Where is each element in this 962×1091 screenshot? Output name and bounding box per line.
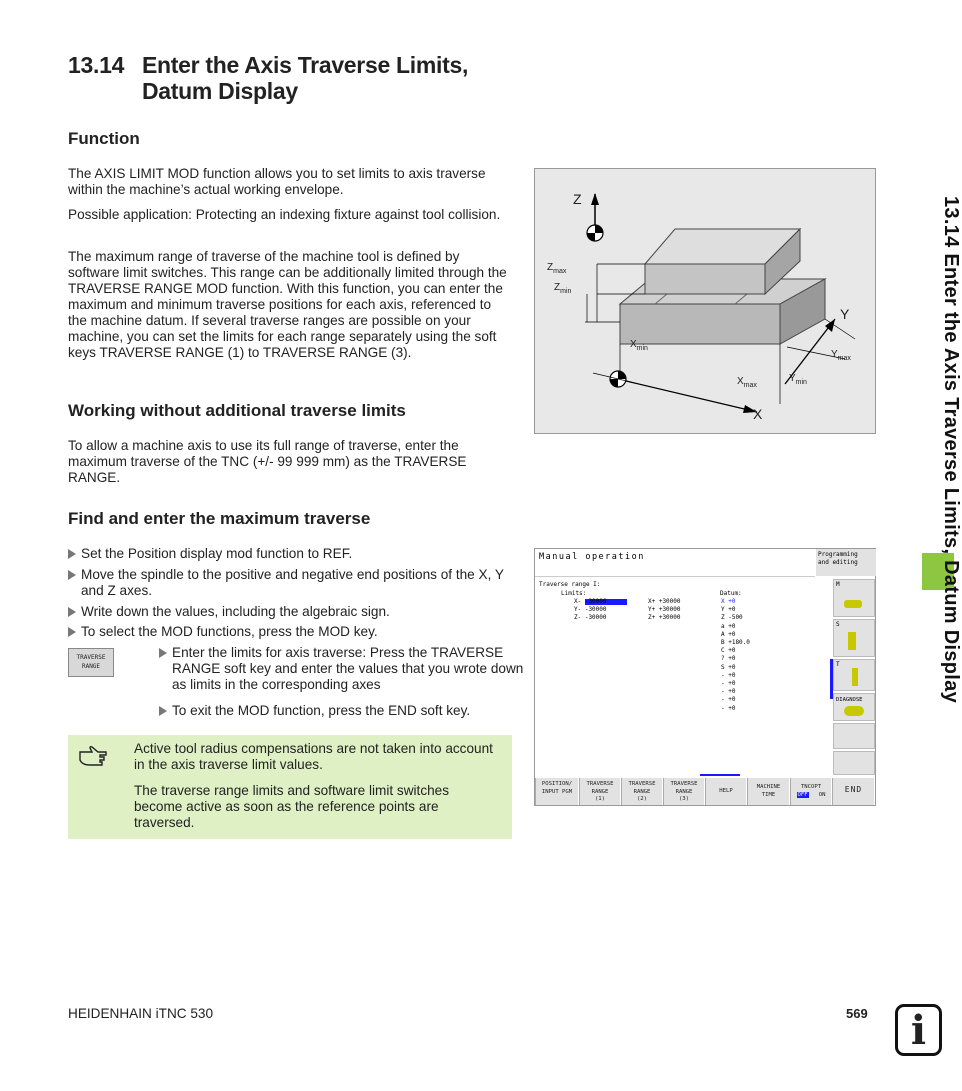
- ymax-label: [831, 349, 851, 362]
- section-title-line2: Datum Display: [142, 78, 298, 104]
- datum-row: - +0: [721, 680, 736, 687]
- limit-row-neg: X- -30000: [574, 598, 607, 605]
- sk-label: (2): [636, 796, 648, 802]
- softkey-machine-time[interactable]: [747, 778, 790, 805]
- xmax-letter: X: [737, 376, 744, 387]
- note-box: [68, 735, 512, 839]
- step-4: To select the MOD functions, press the MOD key.: [68, 624, 511, 640]
- softkey-end[interactable]: [832, 778, 875, 805]
- limit-row-neg: Z- -30000: [574, 614, 607, 621]
- datum-row: Z -500: [721, 614, 743, 622]
- sk-label: HELP: [719, 788, 733, 794]
- sk-label: RANGE: [633, 788, 651, 795]
- limit-row-pos: X+ +30000: [648, 598, 681, 605]
- function-heading: Function: [68, 129, 140, 148]
- y-axis-label: Y: [840, 306, 850, 322]
- softkey-m-label: M: [836, 581, 840, 588]
- zmax-sub: max: [553, 268, 567, 275]
- sk-label: RANGE: [591, 788, 609, 795]
- datum-row: X +0: [721, 598, 736, 605]
- info-icon: i: [895, 1004, 942, 1056]
- tnc-screen: [534, 548, 876, 806]
- softkey-t-label: T: [836, 661, 840, 668]
- step-2: Move the spindle to the positive and negative end positions of the X, Y and Z axes.: [68, 567, 511, 599]
- page-number: 569: [846, 1006, 868, 1021]
- softkey-line-1: TRAVERSE: [76, 654, 106, 661]
- softkey-traverse-range-3[interactable]: [663, 778, 705, 805]
- ymin-label: [789, 373, 807, 386]
- softkey-t[interactable]: [833, 659, 875, 691]
- sk-label: POSITION/: [541, 781, 573, 787]
- xmin-letter: X: [630, 339, 637, 350]
- softkey-traverse-range-1[interactable]: [579, 778, 621, 805]
- zmin-letter: Z: [554, 282, 561, 293]
- tool-icon: [852, 668, 858, 686]
- xmax-sub: max: [743, 382, 757, 389]
- softkey-bar: [535, 778, 875, 805]
- softkey-diagnose[interactable]: [833, 693, 875, 721]
- mode-line-2: and editing: [818, 559, 858, 566]
- softkey-s[interactable]: [833, 619, 875, 657]
- find-enter-heading: Find and enter the maximum traverse: [68, 509, 371, 528]
- traverse-range-softkey[interactable]: [68, 648, 114, 677]
- softkey-row-indicator: [700, 774, 740, 776]
- machine-drawing: [535, 169, 875, 433]
- range-title: Traverse range I:: [539, 581, 601, 588]
- function-paragraph-3: The maximum range of traverse of the machine tool is defined by software limit switches. This range can be additionally limited through the TRAVERSE RANGE MOD function. With this function, you can enter the maximum and minimum traverse positions for each axis, referenced to the machine datum. If several traverse ranges are possible on your machine, you can set the limits for each range separately using the soft keys TRAVERSE RANGE (1) to TRAVERSE RANGE (3).: [68, 249, 507, 360]
- step-3: Write down the values, including the algebraic sign.: [68, 604, 511, 620]
- zmax-label: [547, 262, 566, 275]
- sk-label: TNCOPT: [800, 784, 822, 790]
- ymax-letter: Y: [831, 349, 838, 360]
- limits-label: Limits:: [561, 590, 587, 597]
- datum-label: Datum:: [720, 590, 742, 597]
- sk-label: (3): [678, 796, 690, 802]
- ymax-sub: max: [837, 355, 851, 362]
- x-axis-label: X: [753, 406, 763, 422]
- sk-label: TRAVERSE: [586, 781, 614, 787]
- softkey-empty-2[interactable]: [833, 751, 875, 775]
- spindle-speed-icon: [848, 632, 856, 650]
- without-limits-paragraph: To allow a machine axis to use its full range of traverse, enter the maximum traverse of the TNC (+/- 99 999 mm) as the TRAVERSE RANGE.: [68, 438, 467, 485]
- ymin-letter: Y: [789, 373, 796, 384]
- zmax-letter: Z: [547, 262, 554, 273]
- substep-1: Enter the limits for axis traverse: Press the TRAVERSE RANGE soft key and enter the values that you wrote down as limits in the corresponding axes: [159, 645, 524, 693]
- datum-row: - +0: [721, 671, 736, 679]
- sk-label: MACHINE: [756, 784, 781, 790]
- sk-label: TRAVERSE: [628, 781, 656, 787]
- step-1: Set the Position display mod function to REF.: [68, 546, 511, 562]
- function-paragraph-1: The AXIS LIMIT MOD function allows you to set limits to axis traverse within the machine’s actual working envelope.: [68, 166, 486, 197]
- datum-row: - +0: [721, 696, 736, 704]
- softkey-tncopt[interactable]: [790, 778, 832, 805]
- limit-row-neg: Y- -30000: [574, 606, 607, 613]
- softkey-help[interactable]: [705, 778, 747, 805]
- softkey-empty-1[interactable]: [833, 723, 875, 749]
- softkey-line-2: RANGE: [81, 663, 101, 670]
- screen-title: Manual operation: [539, 552, 645, 562]
- footer-product: HEIDENHAIN iTNC 530: [68, 1006, 214, 1021]
- z-axis-label: Z: [573, 191, 582, 207]
- sk-label: RANGE: [675, 788, 693, 795]
- function-paragraph-2: Possible application: Protecting an indexing fixture against tool collision.: [68, 207, 501, 222]
- datum-row: a +0: [721, 622, 736, 630]
- datum-row: - +0: [721, 704, 736, 712]
- tncopt-off: OFF: [797, 791, 808, 798]
- xmin-sub: min: [636, 345, 648, 352]
- limit-row-pos: Y+ +30000: [648, 606, 681, 613]
- softkey-s-label: S: [836, 621, 840, 628]
- datum-row: C +0: [721, 647, 736, 655]
- softkey-traverse-range-2[interactable]: [621, 778, 663, 805]
- xmax-label: [737, 376, 757, 389]
- sk-label: (1): [594, 796, 606, 802]
- ymin-sub: min: [795, 379, 807, 386]
- limit-row-pos: Z+ +30000: [648, 614, 681, 621]
- datum-row: Y +0: [721, 606, 736, 614]
- side-tab-text: 13.14 Enter the Axis Traverse Limits, Datum Display: [940, 196, 962, 703]
- vertical-softkeys: [833, 579, 876, 775]
- datum-row: B +180.0: [721, 639, 750, 646]
- datum-row: A +0: [721, 630, 736, 638]
- tncopt-on: ON: [818, 791, 826, 798]
- without-limits-heading: Working without additional traverse limits: [68, 401, 406, 420]
- note-paragraph-2: The traverse range limits and software limit switches become active as soon as the reference points are traversed.: [134, 783, 450, 830]
- datum-row: - +0: [721, 688, 736, 696]
- mode-programming-button[interactable]: [816, 549, 876, 576]
- sk-label: END: [844, 785, 863, 794]
- screen-header: [535, 549, 815, 577]
- softkey-m[interactable]: [833, 579, 875, 617]
- spindle-icon: [844, 600, 862, 608]
- traverse-limits-diagram: [534, 168, 876, 434]
- xmin-label: [630, 339, 648, 352]
- diagnose-icon: [844, 706, 864, 716]
- sk-label: TIME: [761, 791, 776, 798]
- substep-2: To exit the MOD function, press the END soft key.: [159, 703, 524, 719]
- sk-label: INPUT PGM: [541, 788, 573, 795]
- diagnose-label: DIAGNOSE: [836, 697, 863, 703]
- zmin-sub: min: [560, 288, 572, 295]
- note-paragraph-1: Active tool radius compensations are not taken into account in the axis traverse limit values.: [134, 741, 493, 772]
- zmin-label: [554, 282, 571, 295]
- mode-line-1: Programming: [818, 551, 858, 558]
- section-title-line1: Enter the Axis Traverse Limits,: [142, 52, 469, 78]
- section-number: 13.14: [68, 52, 125, 78]
- pointing-hand-icon: [78, 743, 108, 767]
- datum-row: S +0: [721, 663, 736, 671]
- tncopt-toggle: [791, 792, 831, 800]
- sk-label: TRAVERSE: [670, 781, 698, 787]
- softkey-position-input[interactable]: [535, 778, 579, 805]
- datum-row: ? +0: [721, 655, 736, 663]
